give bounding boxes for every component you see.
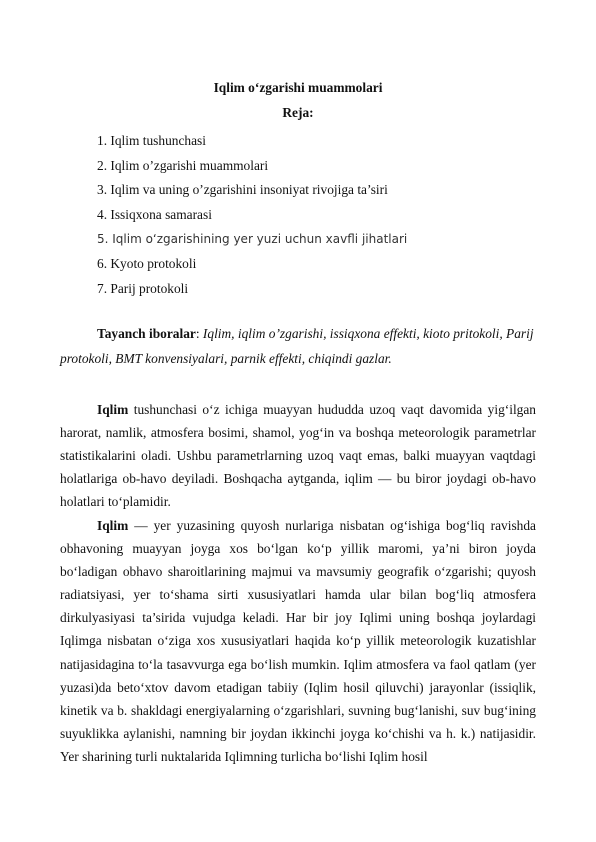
keywords-block	[60, 321, 536, 371]
paragraph-iqlim-definition	[60, 398, 536, 513]
plan-item: 2. Iqlim o’zgarishi muammolari	[97, 157, 269, 173]
paragraph-lead-term: Iqlim	[97, 518, 129, 533]
plan-item: 7. Parij protokoli	[97, 280, 189, 296]
keywords-colon: :	[195, 326, 203, 341]
paragraph-iqlim-description	[60, 514, 536, 768]
plan-item: 4. Issiqxona samarasi	[97, 206, 212, 222]
plan-item: 6. Kyoto protokoli	[97, 255, 197, 271]
keywords-label: Tayanch iboralar	[97, 326, 196, 341]
plan-list	[97, 129, 407, 301]
paragraph-lead-term: Iqlim	[97, 402, 129, 417]
plan-item: 5. Iqlim o‘zgarishining yer yuzi uchun xavfli jihatlari	[97, 232, 408, 247]
plan-heading: Reja:	[282, 105, 314, 120]
keywords-text: Iqlim, iqlim o’zgarishi, issiqxona effekti, kioto pritokoli, Parij protokoli, BMT konvensiyalari, parnik effekti, chiqindi gazlar.	[60, 326, 534, 366]
paragraph-body: tushunchasi o‘z ichiga muayyan hududda uzoq vaqt davomida yig‘ilgan harorat, namlik, atmosfera bosimi, shamol, yog‘in va boshqa meteorologik parametrlar statistikalarini oladi. Ushbu parametrlarning uzoq vaqt emas, balki muayyan vaqtdagi holatlariga ob-havo deyiladi. Boshqacha aytganda, iqlim — bu biror joydagi ob-havo holatlari to‘plamidir.	[60, 402, 536, 510]
plan-item: 3. Iqlim va uning o’zgarishini insoniyat rivojiga ta’siri	[97, 182, 388, 198]
document-title: Iqlim o‘zgarishi muammolari	[213, 80, 383, 95]
paragraph-body: — yer yuzasining quyosh nurlariga nisbatan og‘ishiga bog‘liq ravishda obhavoning muayyan joyga xos bo‘lgan ko‘p yillik maromi, ya’ni biron joyda bo‘ladigan obhavo sharoitlarining majmui va mavsumiy geografik o‘zgarishi; quyosh radiatsiyasi, yer to‘shama sirti xususiyatlari hamda ular bilan bog‘liq atmosfera dirkulyasiyasi ta’sirida vujudga keladi. Har bir joy Iqlimi uning boshqa joylardagi Iqlimga nisbatan o‘ziga xos xususiyatlari haqida ko‘p yillik meteorologik kuzatishlar natijasidagina to‘la tasavvurga ega bo‘lish mumkin. Iqlim atmosfera va faol qatlam (yer yuzasi)da beto‘xtov davom etadigan tabiiy (Iqlim hosil qiluvchi) jarayonlar (issiqlik, kinetik va b. shakldagi energiyalarning o‘zgarishlari, suvning bug‘lanishi, suv bug‘ining suyuklikka aylanishi, namning bir joydan ikkinchi joyga ko‘chishi va h. k.) natijasidir. Yer sharining turli nuktalarida Iqlimning turlicha bo‘lishi Iqlim hosil	[60, 518, 536, 764]
plan-item: 1. Iqlim tushunchasi	[97, 133, 206, 148]
